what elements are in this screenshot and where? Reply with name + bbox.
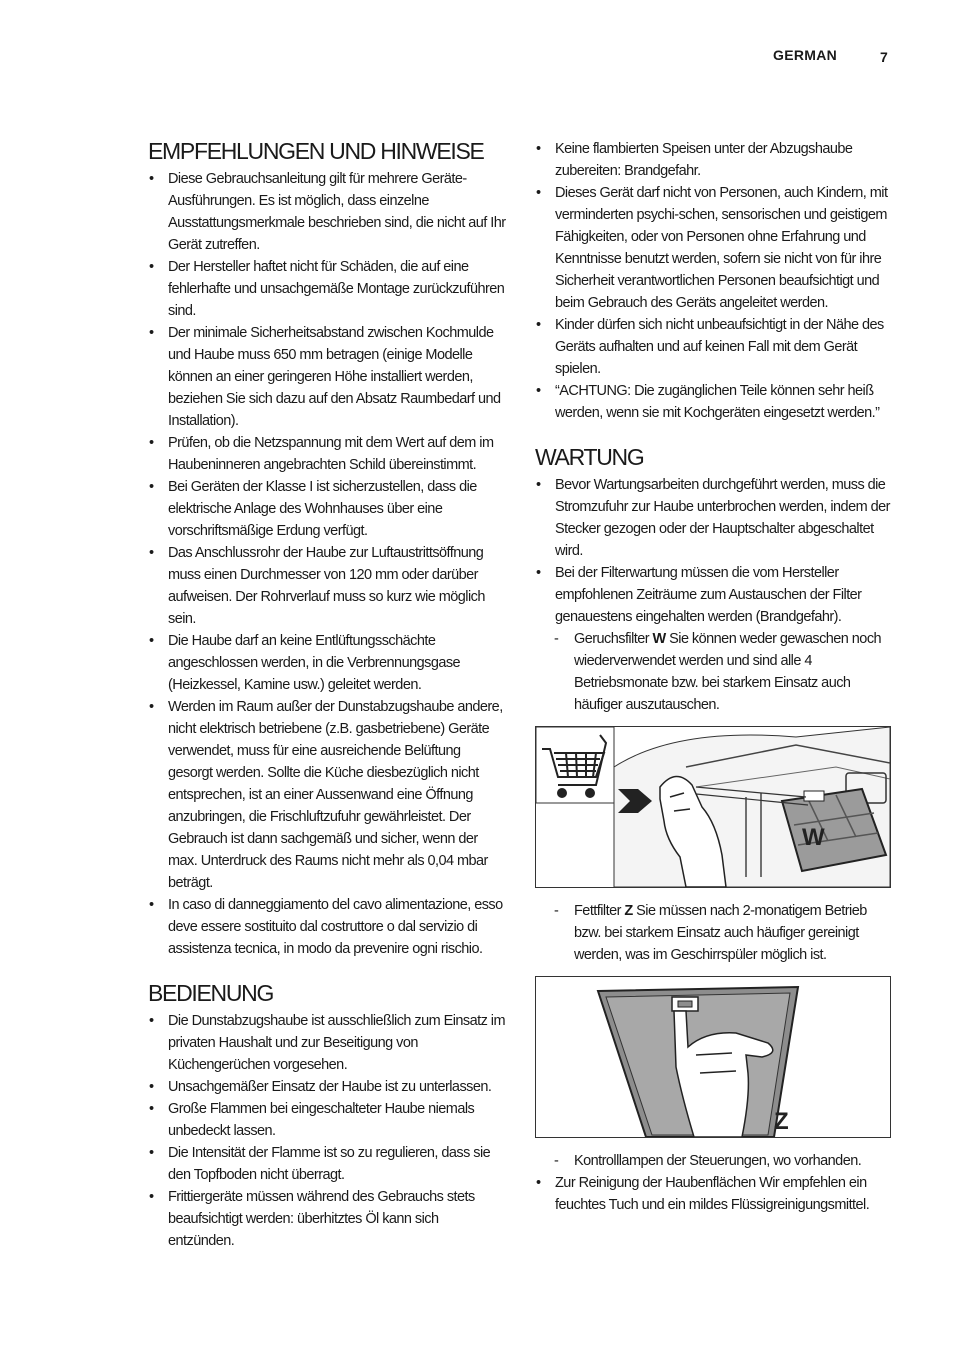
empfehlungen-list [148, 168, 508, 960]
list-item: • Bei Geräten der Klasse I ist sicherzustellen, dass die elektrische Anlage des Wohnhauses über eine vorschriftsmäßige Erdung verfügt. [148, 476, 508, 542]
list-item: • Unsachgemäßer Einsatz der Haube ist zu unterlassen. [148, 1076, 508, 1098]
list-item: • Der minimale Sicherheitsabstand zwischen Kochmulde und Haube muss 650 mm betragen (einige Modelle können an einer geringeren Höhe installiert werden, beziehen Sie sich dazu auf den Absatz Raumbedarf und Installation). [148, 322, 508, 432]
list-item: • Bevor Wartungsarbeiten durchgeführt werden, muss die Stromzufuhr zur Haube unterbrochen werden, indem der Stecker gezogen oder der Hauptschalter abgeschaltet wird. [535, 474, 893, 562]
sub-item-kontrolllampen: - Kontrolllampen der Steuerungen, wo vorhanden. [535, 1150, 893, 1172]
list-item: • Keine flambierten Speisen unter der Abzugshaube zubereiten: Brandgefahr. [535, 138, 893, 182]
list-item: • Zur Reinigung der Haubenflächen Wir empfehlen ein feuchtes Tuch und ein mildes Flüssigreinigungsmittel. [535, 1172, 893, 1216]
list-item: • Werden im Raum außer der Dunstabzugshaube andere, nicht elektrisch betriebene (z.B. gasbetriebene) Geräte verwendet, muss für eine ausreichende Belüftung gesorgt werden. Sollte die Küche diesbezüglich nicht entsprechen, ist an einer Aussenwand eine Öffnung anzubringen, die Frischluftzufuhr gewährleistet. Der Gebrauch ist dann sachgemäß und sicher, wenn der max. Unterdruck des Raums nicht mehr als 0,04 mbar beträgt. [148, 696, 508, 894]
filter-key-z: Z [624, 903, 633, 919]
list-item: • Die Intensität der Flamme ist so zu regulieren, dass sie den Topfboden nicht überragt. [148, 1142, 508, 1186]
left-column [148, 138, 508, 1252]
list-item: • Die Haube darf an keine Entlüftungsschächte angeschlossen werden, in die Verbrennungsgase (Heizkessel, Kamine usw.) geleitet werden. [148, 630, 508, 696]
wartung-list [535, 474, 893, 716]
list-item: • Das Anschlussrohr der Haube zur Luftaustrittsöffnung muss einen Durchmesser von 120 mm oder darüber aufweisen. Der Rohrverlauf muss so kurz wie möglich sein. [148, 542, 508, 630]
figure-grease-filter [535, 976, 891, 1138]
charcoal-filter-illustration [536, 727, 890, 887]
sub-item-fettfilter [535, 900, 893, 966]
sub-item-geruchsfilter [535, 628, 893, 716]
safety-list-continued [535, 138, 893, 424]
right-column [535, 138, 893, 1216]
page-number: 7 [880, 49, 888, 65]
figure-label-z: Z [774, 1108, 789, 1135]
bedienung-list [148, 1010, 508, 1252]
sub-item-text: Sie können weder gewaschen noch wiederverwendet werden und sind alle 4 Betriebsmonate bzw. bei starkem Einsatz auch häufiger auszutauschen. [574, 631, 882, 713]
list-item: • Prüfen, ob die Netzspannung mit dem Wert auf dem im Haubeninneren angebrachten Schild übereinstimmt. [148, 432, 508, 476]
wartung-list-end [535, 1150, 893, 1216]
list-item: • Bei der Filterwartung müssen die vom Hersteller empfohlenen Zeiträume zum Austauschen der Filter genauestens eingehalten werden (Brandgefahr). [535, 562, 893, 628]
sub-item-prefix: Fettfilter [574, 903, 625, 919]
figure-charcoal-filter [535, 726, 891, 888]
section-title-empfehlungen: EMPFEHLUNGEN UND HINWEISE [148, 138, 484, 164]
grease-filter-illustration [536, 977, 890, 1137]
list-item: • Große Flammen bei eingeschalteter Haube niemals unbedeckt lassen. [148, 1098, 508, 1142]
list-item: • Frittiergeräte müssen während des Gebrauchs stets beaufsichtigt werden: überhitztes Öl kann sich entzünden. [148, 1186, 508, 1252]
section-title-wartung: WARTUNG [535, 444, 644, 470]
figure-label-w: W [802, 824, 825, 851]
list-item: • Diese Gebrauchsanleitung gilt für mehrere Geräte-Ausführungen. Es ist möglich, dass einzelne Ausstattungsmerkmale beschrieben sind, die nicht auf Ihr Gerät zutreffen. [148, 168, 508, 256]
wartung-list-cont [535, 900, 893, 966]
section-title-bedienung: BEDIENUNG [148, 980, 274, 1006]
list-item: • Dieses Gerät darf nicht von Personen, auch Kindern, mit verminderten psychi-schen, sensorischen und geistigem Fähigkeiten, oder von Personen ohne Erfahrung und Kenntnisse benutzt werden, sofern sie nicht von für ihre Sicherheit verantwortlichen Personen beaufsichtigt und beim Gebrauch des Geräts angeleitet werden. [535, 182, 893, 314]
filter-key-w: W [652, 631, 666, 647]
list-item: • Kinder dürfen sich nicht unbeaufsichtigt in der Nähe des Geräts aufhalten und auf keinen Fall mit dem Gerät spielen. [535, 314, 893, 380]
list-item: • Der Hersteller haftet nicht für Schäden, die auf eine fehlerhafte und unsachgemäße Montage zurückzuführen sind. [148, 256, 508, 322]
list-item: • Die Dunstabzugshaube ist ausschließlich zum Einsatz im privaten Haushalt und zur Beseitigung von Küchengerüchen vorgesehen. [148, 1010, 508, 1076]
list-item: • “ACHTUNG: Die zugänglichen Teile können sehr heiß werden, wenn sie mit Kochgeräten eingesetzt werden.” [535, 380, 893, 424]
sub-item-text: Sie müssen nach 2-monatigem Betrieb bzw. bei starkem Einsatz auch häufiger gereinigt werden, was im Geschirrspüler möglich ist. [574, 903, 867, 963]
sub-item-prefix: Geruchsfilter [574, 631, 653, 647]
header-language: GERMAN [773, 47, 838, 63]
list-item: • In caso di danneggiamento del cavo alimentazione, esso deve essere sostituito dal costruttore o dal servizio di assistenza tecnica, in modo da prevenire ogni rischio. [148, 894, 508, 960]
